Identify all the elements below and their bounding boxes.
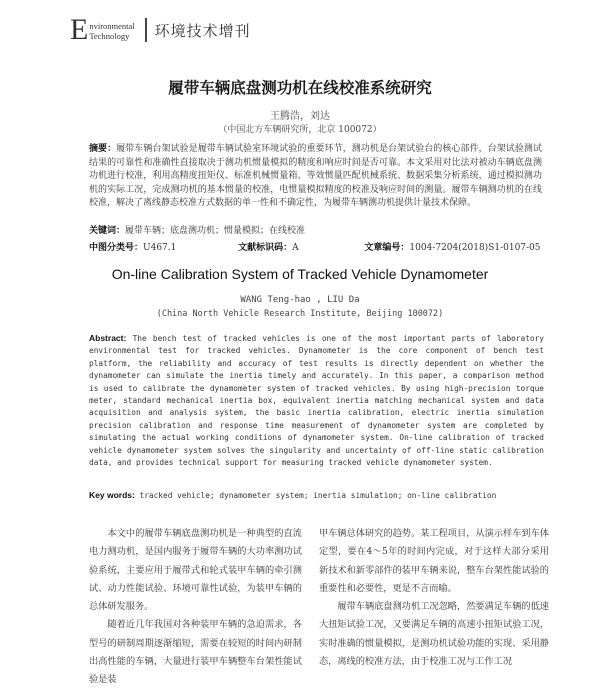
journal-logo-letter: E bbox=[70, 13, 89, 46]
classification-row bbox=[89, 240, 549, 253]
body-column-left bbox=[89, 525, 302, 690]
body-column-right bbox=[319, 525, 549, 671]
body-paragraph: 履带车辆底盘测功机工况忽略，然要满足车辆的低速大扭矩试验工况，又要满足车辆的高速小扭矩试验工况，实时准确的惯量模拟，是测功机试验功能的实现、采用静态，离线的校准方法，由于校准工况与工作工况 bbox=[319, 601, 549, 668]
abstract-en bbox=[89, 332, 544, 469]
affiliation-cn: （中国北方车辆研究所，北京 100072） bbox=[218, 125, 382, 135]
abstract-cn-label: 摘要： bbox=[89, 144, 117, 154]
abstract-cn-text: 履带车辆台架试验是履带车辆试验室环境试验的重要环节，测功机是台架试验台的核心部件，台架试验测试结果的可靠性和准确性直接取决于测功机惯量模拟的精度和响应时间是否可靠。本文采用对比法对被动车辆底盘测功机进行校准，利用高精度扭矩仪、标准机械惯量箱、等效惯量匹配机械系统、数据采集分析系统，通过模拟测功机的实际工况，完成测功机的基本惯量的校准，电惯量模拟精度的校准及响应时间的测量。履带车辆测功机的在线校准，解决了离线静态校准方式数据的单一性和不确定性，为履带车辆测功机提供计量技术保障。 bbox=[89, 144, 542, 209]
journal-name: 环境技术增刊 bbox=[154, 21, 251, 40]
doc-code-label: 文献标识码： bbox=[238, 243, 293, 253]
abstract-en-label: Abstract: bbox=[89, 333, 127, 343]
masthead-divider bbox=[145, 18, 147, 42]
authors-cn: 王腾浩，刘达 bbox=[270, 111, 330, 122]
paper-title-cn: 履带车辆底盘测功机在线校准系统研究 bbox=[168, 78, 432, 97]
body-paragraph: 甲车辆总体研究的趋势。某工程项目，从演示样车到车体定型，要在4～5年的时间内完成，对于这样大部分采用新技术和新零部件的装甲车辆来说，整车台架性能试验的重要性和必要性，更是不言而喻。 bbox=[319, 528, 549, 594]
keywords-en bbox=[89, 490, 544, 500]
logo-word-line2: Technology bbox=[89, 31, 130, 41]
clc-label: 中图分类号： bbox=[89, 243, 144, 253]
journal-logo-words bbox=[89, 21, 134, 41]
doc-code-value: A bbox=[292, 243, 299, 253]
affiliation-en: (China North Vehicle Research Institute, Beijing 100072) bbox=[156, 309, 444, 319]
logo-word-line1: nvironmental bbox=[89, 21, 135, 31]
keywords-cn bbox=[89, 225, 542, 239]
clc-value: U467.1 bbox=[143, 243, 177, 253]
keywords-cn-text: 履带车辆；底盘测功机；惯量模拟；在线校准 bbox=[125, 226, 306, 236]
authors-en: WANG Teng-hao , LIU Da bbox=[240, 295, 360, 305]
article-number-value: 1004-7204(2018)S1-0107-05 bbox=[409, 243, 541, 253]
abstract-cn bbox=[89, 143, 542, 211]
keywords-en-label: Key words: bbox=[89, 490, 135, 500]
paper-title-en: On-line Calibration System of Tracked Vehicle Dynamometer bbox=[111, 266, 489, 282]
keywords-en-text: tracked vehicle; dynamometer system; inertia simulation; on-line calibration bbox=[139, 491, 497, 500]
journal-masthead bbox=[70, 12, 251, 48]
body-paragraph: 随着近几年我国对各种装甲车辆的急迫需求，各型号的研制周期逐渐缩短，需要在较短的时间内研制出高性能的车辆，大量进行装甲车辆整车台架性能试验是装 bbox=[89, 619, 302, 686]
abstract-en-text: The bench test of tracked vehicles is one of the most important parts of laboratory environmental test for tracked vehicles. Dynamometer is the core component of bench test platform, the reliability and accuracy of test results is directly dependent on whether the dynamometer can simulate the inertia timely and accurately. In this paper, a comparison method is used to calibrate the dynamometer system of tracked vehicles. By using high-precision torque meter, standard mechanical inertia box, equivalent inertia matching mechanical system and data acquisition and analysis system, the basic inertia calibration, electric inertia simulation precision calibration and response time measurement of dynamometer system are completed by simulating the actual working conditions of dynamometer system. On-line calibration of tracked vehicle dynamometer system solves the singularity and uncertainty of off-line static calibration data, and provides technical support for measuring tracked vehicle dynamometer system. bbox=[89, 334, 544, 468]
keywords-cn-label: 关键词： bbox=[89, 226, 126, 236]
body-paragraph: 本文中的履带车辆底盘测功机是一种典型的直流电力测功机，是国内服务于履带车辆的大功率测功试验系统，主要应用于履带式和轮式装甲车辆的牵引测试、动力性能试验、环境可靠性试验，为装甲车辆的总体研发服务。 bbox=[89, 528, 302, 613]
article-number-label: 文章编号： bbox=[364, 243, 410, 253]
